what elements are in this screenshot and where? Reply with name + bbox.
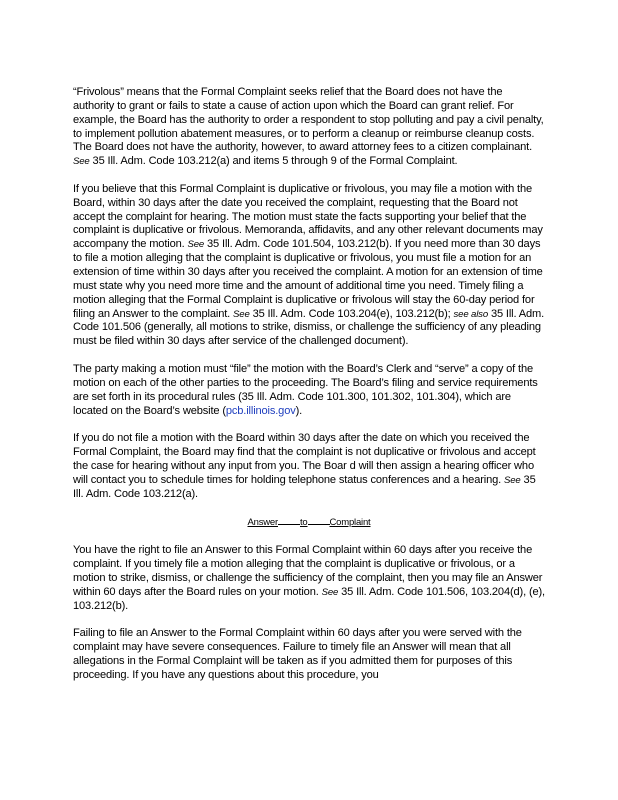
paragraph-text: The party making a motion must “file” the motion with the Board’s Clerk and “serve” a copy of the motion on each of the other parties to the proceeding. The Board’s filing and service requirements are set forth in its procedural rules (35 Ill. Adm. Code 101.300, 101.302, 101.304), which are located on the Board’s website ( (73, 362, 538, 417)
heading-word-to: to (299, 517, 308, 529)
paragraph-text: 35 Ill. Adm. Code 101.506, 103.204(d), (e), 103.212(b). (73, 585, 545, 612)
heading-word-answer: Answer (247, 517, 278, 529)
paragraph-text: 35 Ill. Adm. Code 103.212(a) and items 5 through 9 of the Formal Complaint. (89, 155, 458, 168)
heading-underline-gap (308, 515, 330, 525)
paragraph-text: 35 Ill. Adm. Code 103.204(e), 103.212(b); (249, 307, 454, 320)
website-link[interactable]: pcb.illinois.gov (225, 404, 296, 417)
paragraph-text: If you believe that this Formal Complaint is duplicative or frivolous, you may file a motion with the Board, within 30 days after the date you received the complaint, requesting that the Board not accept the complaint for hearing. The motion must state the facts supporting your belief that the complaint is duplicative or frivolous. Memoranda, affidavits, and any other relevant documents may accompany the motion. (73, 182, 543, 251)
citation-signal: See (504, 474, 521, 486)
citation-signal: See (321, 586, 339, 598)
paragraph-text: 35 Ill. Adm. Code 103.212(a). (73, 473, 536, 500)
paragraph-frivolous-definition (73, 86, 545, 169)
paragraph-text: “Frivolous” means that the Formal Complaint seeks relief that the Board does not have the authority to grant or fails to state a cause of action upon which the Board can grant relief. For example, the Board has the authority to order a respondent to stop polluting and pay a civil penalty, to implement pollution abatement measures, or to perform a cleanup or reimburse cleanup costs. The Board does not have the authority, however, to award attorney fees to a citizen complainant. (73, 86, 544, 154)
citation-signal: See (233, 308, 250, 320)
paragraph-text: 35 Ill. Adm. Code 101.504, 103.212(b). If you need more than 30 days to file a motion alleging that the complaint is duplicative or frivolous, you must file a motion for an extension of time within 30 days after you received the complaint. A motion for an extension of time must state why you need more time and the amount of additional time you need. Timely filing a motion alleging that the Formal Complaint is duplicative or frivolous will stay the 60-day period for filing an Answer to the complaint. (73, 238, 543, 320)
section-heading-answer-to-complaint (73, 515, 545, 530)
paragraph-no-motion-filed (73, 432, 545, 501)
paragraph-text: If you do not file a motion with the Board within 30 days after the date on which you received the Formal Complaint, the Board may find that the complaint is not duplicative or frivolous and accept the case for hearing without any input from you. The Boar d will then assign a hearing officer who will contact you to schedule times for holding telephone status conferences and a hearing. (73, 432, 536, 486)
document-body (73, 86, 545, 697)
heading-word-complaint: Complaint (329, 517, 371, 529)
paragraph-text: You have the right to file an Answer to this Formal Complaint within 60 days after you receive the complaint. If you timely file a motion alleging that the complaint is duplicative or frivolous, or a motion to strike, dismiss, or challenge the sufficiency of the complaint, then you may file an Answer within 60 days after the Board rules on your motion. (73, 544, 543, 598)
paragraph-motion-to-dismiss (73, 183, 545, 349)
citation-signal: see also (453, 308, 489, 320)
heading-underline-gap (278, 515, 300, 525)
paragraphs-before-heading (73, 86, 545, 501)
paragraph-failing-to-answer (73, 627, 545, 682)
paragraph-text: Failing to file an Answer to the Formal Complaint within 60 days after you were served with the complaint may have severe consequences. Failure to timely file an Answer will mean that all allegations in the Formal Complaint will be taken as if you admitted them for purposes of this proceeding. If you have any questions about this procedure, you (73, 627, 522, 681)
paragraph-filing-and-service (73, 363, 545, 418)
citation-signal: See (73, 156, 90, 168)
paragraph-text: ). (295, 404, 303, 417)
paragraphs-after-heading (73, 544, 545, 682)
citation-signal: See (187, 239, 205, 251)
paragraph-text: 35 Ill. Adm. Code 101.506 (generally, all motions to strike, dismiss, or challenge the sufficiency of any pleading must be filed within 30 days after service of the challenged document). (73, 307, 545, 348)
paragraph-right-to-answer (73, 544, 545, 613)
